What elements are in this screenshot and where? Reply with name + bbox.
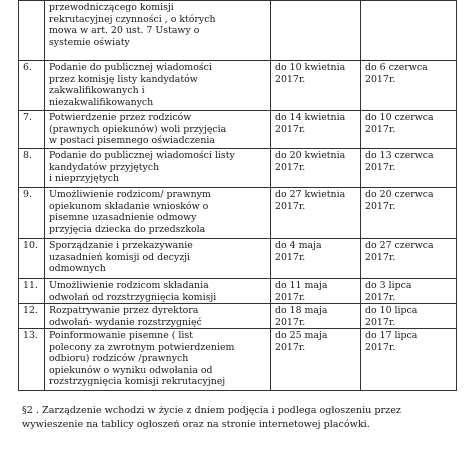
- supplementary-date-cell: do 6 czerwca 2017r.: [361, 61, 457, 111]
- description-cell: Umożliwienie rodzicom składania odwołań od rozstrzygnięcia komisji: [45, 279, 271, 304]
- table-row: [19, 111, 457, 149]
- supplementary-date-cell: [361, 1, 457, 61]
- table-row: [19, 61, 457, 111]
- row-number-cell: 10.: [19, 239, 45, 279]
- table-row: [19, 149, 457, 188]
- primary-date-cell: do 27 kwietnia 2017r.: [271, 188, 361, 239]
- description-cell: Rozpatrywanie przez dyrektora odwołań- wydanie rozstrzygnięć: [45, 304, 271, 329]
- row-number-cell: [19, 1, 45, 61]
- primary-date-cell: do 18 maja 2017r.: [271, 304, 361, 329]
- description-cell: Umożliwienie rodzicom/ prawnym opiekunom składanie wniosków o pisemne uzasadnienie odmowy przyjęcia dziecka do przedszkola: [45, 188, 271, 239]
- table-row: [19, 304, 457, 329]
- description-cell: Potwierdzenie przez rodziców (prawnych opiekunów) woli przyjęcia w postaci pisemnego oświadczenia: [45, 111, 271, 149]
- row-number-cell: 6.: [19, 61, 45, 111]
- primary-date-cell: [271, 1, 361, 61]
- supplementary-date-cell: do 10 lipca 2017r.: [361, 304, 457, 329]
- row-number-cell: 11.: [19, 279, 45, 304]
- recruitment-schedule-table: [18, 0, 457, 391]
- row-number-cell: 7.: [19, 111, 45, 149]
- row-number-cell: 8.: [19, 149, 45, 188]
- table-row: [19, 188, 457, 239]
- row-number-cell: 12.: [19, 304, 45, 329]
- description-cell: Poinformowanie pisemne ( list polecony za zwrotnym potwierdzeniem odbioru) rodziców /prawnych opiekunów o wyniku odwołania od rozstrzygnięcia komisji rekrutacyjnej: [45, 329, 271, 391]
- description-cell: przewodniczącego komisji rekrutacyjnej czynności , o których mowa w art. 20 ust. 7 Ustawy o systemie oświaty: [45, 1, 271, 61]
- closing-paragraph: §2 . Zarządzenie wchodzi w życie z dniem podjęcia i podlega ogłoszeniu przez wywieszenie na tablicy ogłoszeń oraz na stronie internetowej placówki.: [22, 405, 401, 430]
- description-cell: Sporządzanie i przekazywanie uzasadnień komisji od decyzji odmownych: [45, 239, 271, 279]
- table-row: [19, 1, 457, 61]
- supplementary-date-cell: do 27 czerwca 2017r.: [361, 239, 457, 279]
- document-page: [18, 0, 456, 391]
- supplementary-date-cell: do 10 czerwca 2017r.: [361, 111, 457, 149]
- description-cell: Podanie do publicznej wiadomości listy kandydatów przyjętych i nieprzyjętych: [45, 149, 271, 188]
- primary-date-cell: do 14 kwietnia 2017r.: [271, 111, 361, 149]
- primary-date-cell: do 25 maja 2017r.: [271, 329, 361, 391]
- primary-date-cell: do 20 kwietnia 2017r.: [271, 149, 361, 188]
- row-number-cell: 13.: [19, 329, 45, 391]
- supplementary-date-cell: do 17 lipca 2017r.: [361, 329, 457, 391]
- table-row: [19, 329, 457, 391]
- supplementary-date-cell: do 20 czerwca 2017r.: [361, 188, 457, 239]
- row-number-cell: 9.: [19, 188, 45, 239]
- primary-date-cell: do 10 kwietnia 2017r.: [271, 61, 361, 111]
- description-cell: Podanie do publicznej wiadomości przez komisję listy kandydatów zakwalifikowanych i niezakwalifikowanych: [45, 61, 271, 111]
- primary-date-cell: do 4 maja 2017r.: [271, 239, 361, 279]
- supplementary-date-cell: do 3 lipca 2017r.: [361, 279, 457, 304]
- primary-date-cell: do 11 maja 2017r.: [271, 279, 361, 304]
- supplementary-date-cell: do 13 czerwca 2017r.: [361, 149, 457, 188]
- table-row: [19, 279, 457, 304]
- table-row: [19, 239, 457, 279]
